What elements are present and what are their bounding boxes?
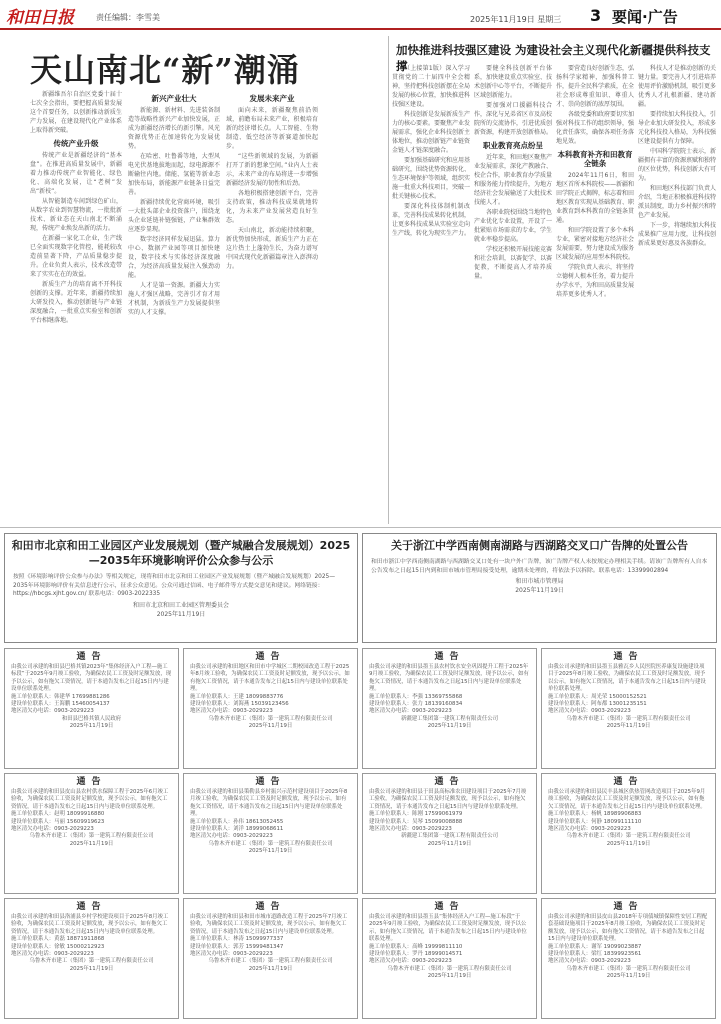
notice-contact3: 地区清欠办电话：0903-2029223: [548, 826, 631, 833]
notice-unit: 乌鲁木齐市建工（集团）第一建筑工程有限责任公司: [566, 833, 691, 840]
notice-date: 2025年11月19日: [248, 723, 293, 730]
billboard-notice: [362, 533, 717, 643]
notice-contact3: 地区清欠办电话：0903-2029223: [548, 708, 631, 715]
notice-heading: 通告: [76, 902, 107, 912]
notice-body: [190, 664, 351, 731]
notice-body: 由我公司承建的和田地区和田市中学城区二期校园改造工程于2025年8月竣工验收，为确保农民工工资及时足额发放，现予以公示，如有拖欠工资情况，请于本通告发布之日起15日内与建设单位联系处理。: [190, 664, 350, 693]
notice-contact3: 地区清欠办电话：0903-2029223: [369, 708, 452, 715]
notice-contact3: 地区清欠办电话：0903-2029223: [11, 708, 94, 715]
notice-body: 按照《环境影响评价公众参与办法》等相关规定，现将和田市北京和田工业园区产业发展规划（暨产城融合发展规划）2025—2035年环境影响评价有关信息进行公示，征求公众意见。公众可通过信函、电子邮件等方式提交意见和建议。网络链接：https://hbcgs.xjht.gov.cn/ 联系电话：0903-2022335: [13, 574, 335, 597]
paragraph: 在哈密、吐鲁番等地，大型风电光伏基地拔地而起，绿电源源不断输往内地。储能、氢能等新业态加快布局，新能源产业链条日益完善。: [128, 153, 220, 196]
paragraph: 学校还积极开展技能竞赛和社会培训，以赛促学、以赛促教，不断提高人才培养质量。: [474, 246, 552, 280]
notice-body: [369, 789, 530, 848]
subheading: 职业教育亮点纷呈: [483, 141, 543, 150]
paragraph: 在新疆一家化工企业，生产线已全面实现数字化管控，能耗较改造前显著下降，产品质量稳步提升。企业负责人表示，技术改造带来了实实在在的效益。: [30, 235, 122, 278]
wage-notice: [362, 648, 537, 769]
notice-unit: 乌鲁木齐市建工（集团）第一建筑工程有限责任公司: [208, 715, 333, 722]
notice-heading: 通告: [255, 902, 286, 912]
notice-body: 由我公司承建的和田县民丰县城区供热管网改造项目于2025年9月竣工验收，为确保农民工工资及时足额发放，现予以公示，如有拖欠工资情况，请于本通告发布之日起15日内与建设单位联系处理。: [548, 789, 706, 810]
notice-body: 和田市浙江中学西南侧南湖路与西湖路交叉口处有一块户外广告牌，该广告牌产权人未按规定办理相关手续。请该广告牌所有人自本公告发布之日起15日内到和田市城市管理局接受处理，逾期未处理的，将依法予以拆除。联系电话：13399902894: [371, 559, 708, 574]
paragraph: （上接第1版）深入学习贯彻党的二十届四中全会精神，坚持把科技创新摆在全局发展的核心位置，加快推进科技强区建设。: [392, 65, 470, 108]
paragraph: 各地积极搭建创新平台，完善支持政策，推动科技成果就地转化，为未来产业发展营造良好生态。: [226, 190, 318, 224]
wage-notice: [541, 648, 716, 769]
article-column-1: [392, 64, 470, 519]
notice-contact3: 地区清欠办电话：0903-2029223: [548, 958, 631, 965]
notice-body: 由我公司承建的和田县于田县高标准农田建设项目于2025年7月竣工验收，为确保农民工工资及时足额发放，现予以公示，如有拖欠工资情况，请于本通告发布之日起15日内与建设单位联系处理。: [369, 789, 527, 810]
notice-body: 由我公司承建的和田县墨玉县“集体经济入户工程—施工标段”于2025年9月竣工验收，为确保农民工工资及时足额发放，现予以公示，如有拖欠工资情况，请于本通告发布之日起15日内与建设单位联系处理。: [369, 914, 527, 943]
paragraph: 各职业院校围绕当地特色产业优化专业设置，开设了一批紧贴市场需求的专业，学生就业率稳步提高。: [474, 209, 552, 243]
notice-body: [11, 914, 172, 973]
article-headline: 加快推进科技强区建设 为建设社会主义现代化新疆提供科技支撑: [396, 43, 711, 73]
subheading: 发展未来产业: [249, 94, 295, 103]
notice-contact2: 建设单位联系人：刘洋 18999068611: [190, 826, 284, 833]
notice-contact2: 建设单位联系人：刘海燕 15039123456: [190, 701, 289, 708]
environmental-notice: [4, 533, 358, 643]
paragraph: 新质生产力的培育离不开科技创新的支撑。近年来，新疆持续加大研发投入，推动创新链与产业链深度融合，一批重点实验室和创新平台相继落地。: [30, 281, 122, 324]
notice-heading: 通告: [76, 777, 107, 787]
notice-unit: 乌鲁木齐市建工（集团）第一建筑工程有限责任公司: [566, 715, 691, 722]
wage-notice: [4, 773, 179, 894]
notice-unit: 乌鲁木齐市建工（集团）第一建筑工程有限责任公司: [29, 958, 154, 965]
notice-contact1: 施工单位联系人：高峰 19999811110: [369, 943, 463, 950]
notice-contact3: 地区清欠办电话：0903-2029223: [369, 826, 452, 833]
paragraph: 面向未来，新疆聚焦前沿领域，前瞻布局未来产业，积极培育新的经济增长点。人工智能、生物制造、低空经济等新赛道加快起步。: [226, 107, 318, 150]
notice-body: [190, 789, 351, 856]
notice-date: 2025年11月19日: [515, 587, 564, 594]
notice-date: 2025年11月19日: [606, 723, 651, 730]
paragraph: 要深化科技体制机制改革，完善科技成果转化机制，让更多科技成果从实验室走向生产线，转化为现实生产力。: [392, 203, 470, 237]
notice-contact3: 地区清欠办电话：0903-2029223: [190, 833, 273, 840]
issue-date: 2025年11月19日 星期三: [470, 15, 562, 24]
notice-contact1: 施工单位联系人：韩建华 17699881286: [11, 693, 110, 700]
wage-notice: [183, 648, 358, 769]
paragraph: 科技创新是发展新质生产力的核心要素。要聚焦产业发展需求，强化企业科技创新主体地位，推动创新链产业链资金链人才链深度融合。: [392, 111, 470, 154]
subheading: 传统产业升级: [53, 139, 99, 148]
notice-contact3: 地区清欠办电话：0903-2029223: [11, 826, 94, 833]
paragraph: 新能源、新材料、先进装备制造等战略性新兴产业加快发展，正成为新疆经济增长的新引擎。风光资源优势正在加速转化为发展优势。: [128, 107, 220, 150]
notice-unit: 乌鲁木齐市建工（集团）第一建筑工程有限责任公司: [387, 965, 512, 972]
subheading: 本科教育补齐和田教育全链条: [557, 150, 633, 168]
notice-unit: 和田县巴格其镇人民政府: [61, 715, 122, 722]
notice-body: [369, 664, 530, 731]
article-column-2: [474, 64, 552, 519]
notice-unit: 乌鲁木齐市建工（集团）第一建筑工程有限责任公司: [208, 840, 333, 847]
notice-contact2: 建设单位联系人：阿布都 13001235151: [548, 701, 647, 708]
notice-date: 2025年11月19日: [606, 840, 651, 847]
notice-date: 2025年11月19日: [606, 973, 651, 980]
paragraph: 中国科学院院士表示，新疆拥有丰富的资源禀赋和独特的区位优势，科技创新大有可为。: [638, 148, 716, 182]
notice-contact1: 施工单位联系人：赵明 18099916880: [11, 811, 105, 818]
paragraph: 要健全科技创新平台体系，加快建设重点实验室、技术创新中心等平台，不断提升区域创新能力。: [474, 65, 552, 99]
notice-body: 由我公司承建的和田县洛浦县乡村学校建设项目于2025年8月竣工验收，为确保农民工工资及时足额发放，现予以公示，如有拖欠工资情况，请于本通告发布之日起15日内与建设单位联系处理。: [11, 914, 169, 935]
notice-date: 2025年11月19日: [248, 848, 293, 855]
notice-contact2: 建设单位联系人：梁红 18399923561: [548, 951, 642, 958]
notice-signatory: 和田市北京和田工业园区管理委员会: [132, 601, 229, 609]
notice-body: [190, 914, 351, 973]
notice-contact2: 建设单位联系人：王海鹏 15460054137: [11, 701, 110, 708]
paragraph: 要持续加大科技投入，引导企业加大研发投入，形成多元化科技投入格局，为科技强区建设提供有力保障。: [638, 111, 716, 145]
notice-contact1: 施工单位联系人：李强 13369755868: [369, 693, 463, 700]
notice-heading: 通告: [434, 777, 465, 787]
subheading: 新兴产业壮大: [151, 94, 197, 103]
notice-contact1: 施工单位联系人：王建 18099883776: [190, 693, 284, 700]
article-column-3: [556, 64, 634, 519]
wage-notice: [183, 773, 358, 894]
notice-heading: 通告: [613, 777, 644, 787]
paragraph: 各级党委和政府要切实加强对科技工作的组织领导，强化责任落实，确保各项任务落地见效。: [556, 111, 634, 145]
paragraph: 和田地区科技部门负责人介绍，当地正积极推进科技特派员制度，助力乡村振兴和特色产业发展。: [638, 185, 716, 219]
notice-contact3: 地区清欠办电话：0903-2029223: [190, 708, 273, 715]
notice-unit: 乌鲁木齐市建工（集团）第一建筑工程有限责任公司: [208, 958, 333, 965]
notice-body: 由我公司承建的和田县和田市城市道路改造工程于2025年7月竣工验收，为确保农民工工资及时足额发放，现予以公示，如有拖欠工资情况，请于本通告发布之日起15日内与建设单位联系处理。: [190, 914, 348, 935]
notice-heading: 通告: [613, 902, 644, 912]
notice-body: 由我公司承建的和田县策勒县乡村振兴示范村建设项目于2025年8月竣工验收，为确保农民工工资及时足额发放，现予以公示，如有拖欠工资情况，请于本通告发布之日起15日内与建设单位联系处理。: [190, 789, 348, 818]
feature-headline: 天山南北“新”潮涌: [30, 51, 300, 89]
notice-body: 由我公司承建的和田县皮山县2018年专项债城镇保障性安居工程配套基础设施项目于2025年8月竣工验收，为确保农民工工资及时足额发放，现予以公示，如有拖欠工资情况，请于本通告发布之日起15日内与建设单位联系处理。: [548, 914, 708, 943]
paragraph: 和田学院设置了多个本科专业，紧密对接地方经济社会发展需要，努力建设成为服务区域发展的应用型本科院校。: [556, 227, 634, 261]
section-divider: [0, 527, 721, 528]
notice-unit: 新疆建工集团第一建筑工程有限责任公司: [400, 715, 499, 722]
paragraph: 要加强对口援疆科技合作，深化与兄弟省区市及高校院所的交流协作，引进优质创新资源，构建开放创新格局。: [474, 102, 552, 136]
wage-notice: [541, 898, 716, 1019]
notice-body: [548, 664, 709, 731]
wage-notice: [4, 898, 179, 1019]
notice-date: 2025年11月19日: [156, 610, 206, 618]
notice-contact3: 地区清欠办电话：0903-2029223: [369, 958, 452, 965]
notice-body: [369, 914, 530, 981]
feature-column-middle: [128, 90, 220, 510]
notice-date: 2025年11月19日: [427, 723, 472, 730]
paragraph: “这些新领域的发展，为新疆打开了新的想象空间。”业内人士表示，未来产业的布局将进一步增强新疆经济发展的韧性和后劲。: [226, 153, 318, 187]
paragraph: 要营造良好创新生态，弘扬科学家精神，加强科普工作，提升全民科学素质，在全社会形成尊重知识、尊重人才、崇尚创新的浓厚氛围。: [556, 65, 634, 108]
notice-unit: 乌鲁木齐市建工（集团）第一建筑工程有限责任公司: [566, 965, 691, 972]
notice-date: 2025年11月19日: [248, 965, 293, 972]
paragraph: 学院负责人表示，将坚持立德树人根本任务，着力提升办学水平，为和田高质量发展培养更多优秀人才。: [556, 264, 634, 298]
notice-body: [548, 914, 709, 981]
notice-contact2: 建设单位联系人：张力 18139160834: [369, 701, 463, 708]
newspaper-logo: 和田日报: [6, 8, 74, 28]
notice-unit: 乌鲁木齐市建工（集团）第一建筑工程有限责任公司: [29, 833, 154, 840]
paragraph: 人才是第一资源。新疆大力实施人才强区战略，完善引才育才用才机制，为新质生产力发展提供坚实的人才支撑。: [128, 282, 220, 316]
paragraph: 新疆持续优化营商环境，吸引一大批头部企业投资落户，围绕龙头企业延链补链强链，产业集群效应逐步显现。: [128, 199, 220, 233]
notice-contact2: 建设单位联系人：何静 18099111110: [548, 818, 642, 825]
feature-column-left: [30, 90, 122, 510]
notice-date: 2025年11月19日: [69, 965, 114, 972]
notice-body: 由我公司承建的和田县墨玉县雅瓦乡人民医院医养康复设施建设项目于2025年8月竣工验收，为确保农民工工资及时足额发放，现予以公示，如有拖欠工资情况，请于本通告发布之日起15日内与建设单位联系处理。: [548, 664, 706, 693]
notice-date: 2025年11月19日: [69, 840, 114, 847]
notice-heading: 通告: [76, 652, 107, 662]
notice-body: [548, 789, 709, 848]
paragraph: 从智能制造车间到绿色矿山，从数字农业到智慧物流，一批批新技术、新业态在天山南北不断涌现，传统产业焕发出新的活力。: [30, 198, 122, 232]
notice-contact3: 地区清欠办电话：0903-2029223: [11, 951, 94, 958]
paragraph: 要加强基础研究和应用基础研究，围绕优势资源转化、生态环境保护等领域，组织实施一批重大科技项目，突破一批关键核心技术。: [392, 157, 470, 200]
notice-heading: 通告: [613, 652, 644, 662]
paragraph: 近年来，和田地区聚焦产业发展需求，深化产教融合、校企合作，职业教育办学质量和服务能力持续提升，为地方经济社会发展输送了大批技术技能人才。: [474, 154, 552, 206]
page-number: 3: [590, 6, 602, 25]
paragraph: 数字经济同样发展迅猛。算力中心、数据产业园等项目加快建设，数字技术与实体经济深度融合，为经济高质量发展注入强劲动能。: [128, 236, 220, 279]
article-column-4: [638, 64, 716, 519]
wage-notice: [362, 773, 537, 894]
notice-contact1: 施工单位联系人：陈刚 17599061979: [369, 811, 463, 818]
paragraph: 传统产业是新疆经济的“基本盘”。在推进高质量发展中，新疆着力推动传统产业智能化、绿色化、高端化发展，让“老树”发出“新枝”。: [30, 152, 122, 195]
paragraph: 科技人才是推动创新的关键力量。要完善人才引进培养使用评价激励机制，吸引更多优秀人才扎根新疆、建功新疆。: [638, 65, 716, 108]
notice-body: 由我公司承建的和田县巴格其镇2023年“集体经济入户工程—施工标段”于2025年9月竣工验收，为确保农民工工资及时足额发放，现予以公示，如有拖欠工资情况，请于本通告发布之日起15日内与建设单位联系处理。: [11, 664, 172, 693]
notice-body: [11, 789, 172, 848]
paragraph: 下一步，将继续加大科技成果推广应用力度，让科技创新成果更好惠及各族群众。: [638, 222, 716, 247]
notice-contact1: 施工单位联系人：黄磊 18871911868: [11, 936, 105, 943]
wage-notice: [183, 898, 358, 1019]
notice-signatory: 和田市城市管理局: [515, 578, 564, 585]
notice-contact1: 施工单位联系人：周光荣 15000152521: [548, 693, 647, 700]
notice-contact1: 施工单位联系人：林涛 15099977337: [190, 936, 284, 943]
notice-date: 2025年11月19日: [427, 973, 472, 980]
paragraph: 天山南北，新动能持续积聚，新优势加快形成，新质生产力正在这片热土上蓬勃生长，为奋力谱写中国式现代化新疆篇章注入澎湃动力。: [226, 227, 318, 270]
notice-heading: 通告: [434, 652, 465, 662]
column-divider: [388, 36, 389, 524]
feature-column-right: [226, 90, 318, 510]
notice-contact1: 施工单位联系人：谢军 19099023887: [548, 943, 642, 950]
notice-heading: 通告: [255, 652, 286, 662]
notice-unit: 新疆建工集团第一建筑工程有限责任公司: [400, 833, 499, 840]
wage-notice: [362, 898, 537, 1019]
notice-contact2: 建设单位联系人：郭芳 15999481347: [190, 943, 284, 950]
notice-contact2: 建设单位联系人：徐敏 15000212923: [11, 943, 105, 950]
notice-body: [11, 664, 172, 731]
wage-notice: [4, 648, 179, 769]
notice-heading: 通告: [255, 777, 286, 787]
editor-credit: 责任编辑：李雪美: [96, 13, 160, 22]
wage-notice: [541, 773, 716, 894]
paragraph: 2024年11月6日，和田地区首所本科院校——新疆和田学院正式揭牌，标志着和田地区教育实现从基础教育、职业教育到本科教育的全链条贯通。: [556, 172, 634, 224]
notice-contact2: 建设单位联系人：吴琴 15099008888: [369, 818, 463, 825]
notice-date: 2025年11月19日: [427, 840, 472, 847]
notice-title: 和田市北京和田工业园区产业发展规划（暨产城融合发展规划）2025—2035年环境影响评价公众参与公示: [11, 539, 351, 567]
notice-contact2: 建设单位联系人：马丽 15609919623: [11, 818, 105, 825]
paragraph: 新疆维吾尔自治区党委十届十七次全会指出，要把握高质量发展这个首要任务，以创新推动新质生产力发展，在建设现代化产业体系上取得新突破。: [30, 91, 122, 134]
notice-contact3: 地区清欠办电话：0903-2029223: [190, 951, 273, 958]
notice-body: 由我公司承建的和田县皮山县农村供水保障工程于2025年6月竣工验收，为确保农民工工资及时足额发放，现予以公示，如有拖欠工资情况，请于本通告发布之日起15日内与建设单位联系处理。: [11, 789, 169, 810]
page-header: [0, 0, 721, 30]
notice-date: 2025年11月19日: [69, 723, 114, 730]
notice-title: 关于浙江中学西南侧南湖路与西湖路交叉口广告牌的处置公告: [391, 539, 688, 552]
section-name: 要闻·广告: [612, 8, 678, 26]
notice-contact1: 施工单位联系人：杨帆 18989906883: [548, 811, 642, 818]
notice-contact1: 施工单位联系人：孙伟 18613052455: [190, 818, 284, 825]
notice-heading: 通告: [434, 902, 465, 912]
notice-contact2: 建设单位联系人：罗丹 18999014571: [369, 951, 463, 958]
notice-body: 由我公司承建的和田县墨玉县农村饮水安全巩固提升工程于2025年9月竣工验收，为确保农民工工资及时足额发放，现予以公示，如有拖欠工资情况，请于本通告发布之日起15日内与建设单位联系处理。: [369, 664, 529, 693]
